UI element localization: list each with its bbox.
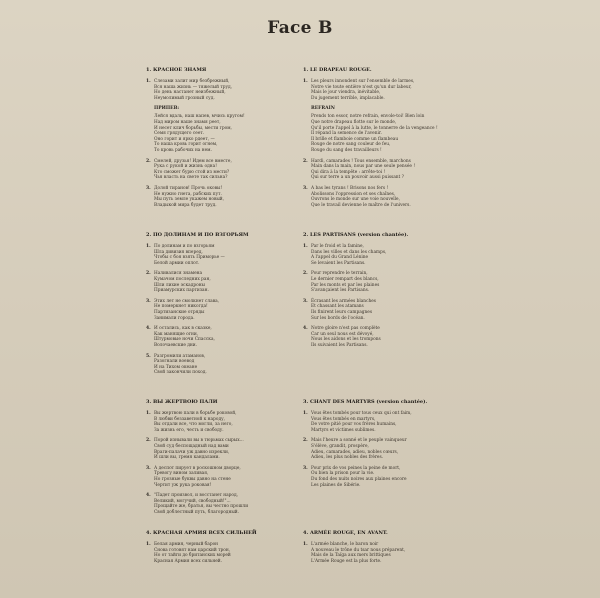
stanza-number: 3. <box>303 298 308 304</box>
lyric-line: Nous les aidons et les trompons <box>311 337 381 343</box>
lyric-line: Порой изнывали вы в тюрьмах сырых... <box>154 438 244 444</box>
stanza <box>146 159 296 181</box>
lyric-line: Ou bien la prison pour la vie. <box>311 471 375 477</box>
lyric-line: Рука с рукой и жизнь одна! <box>154 164 217 170</box>
lyric-line: Pour reprendre le terrain, <box>311 271 368 277</box>
lyric-line: Штурмовые ночи Спасска, <box>154 337 215 343</box>
lyric-line: Прощайте же, братья, вы честно прошли <box>154 504 249 510</box>
lyric-line: Наливалися знамена <box>154 271 203 277</box>
lyric-line: Мы путь земле укажем новый, <box>154 197 225 203</box>
lyric-line: Лейся вдаль, наш напев, мчись кругом! <box>154 114 245 120</box>
lyric-line: И шли вы, гремя кандалами. <box>154 455 220 461</box>
lyric-line: Семя грядущего сеет. <box>154 131 205 137</box>
lyric-line: Приамурских партизан. <box>154 288 209 294</box>
stanza <box>146 271 296 293</box>
song-block <box>303 66 473 208</box>
lyric-line: Dans les villes et dans les champs, <box>311 249 387 255</box>
lyric-line: Белая армия, черный барон <box>154 542 219 547</box>
stanza <box>146 493 296 515</box>
refrain-label: ПРИПЕВ: <box>154 106 180 112</box>
lyric-line: Красная Армия всех сильней. <box>154 558 222 564</box>
stanza-number: 1. <box>146 542 151 547</box>
lyric-line: Rouge du sang des travailleurs ! <box>311 147 382 153</box>
song-title: 4. ARMÉE ROUGE, EN AVANT. <box>303 530 388 536</box>
lyric-line: Ils finirent leurs campagnes <box>311 309 373 315</box>
lyric-line: Оно горит и ярко рдеет, — <box>154 136 215 142</box>
lyric-line: Снова готовят нам царский трон, <box>154 547 231 553</box>
lyric-line: То кровь рабочих на нем. <box>154 147 212 153</box>
stanza-number: 3. <box>303 185 308 191</box>
song-title: 1. LE DRAPEAU ROUGE. <box>303 67 372 73</box>
stanza <box>146 542 296 564</box>
stanza <box>146 411 296 433</box>
stanza <box>303 159 473 181</box>
stanza-number: 2. <box>146 158 151 164</box>
stanza <box>146 79 296 101</box>
stanza <box>303 271 473 293</box>
lyric-line: Les pleurs innondent sur l'ensemble de larmes, <box>311 79 415 84</box>
lyric-line: Владыкой мира будет труд. <box>154 202 217 208</box>
stanza <box>303 411 473 433</box>
lyric-line: Чтобы с боя взять Приморье — <box>154 255 225 261</box>
stanza <box>303 79 473 101</box>
stanza-number: 2. <box>146 271 151 277</box>
lyric-line: Mais le jour viendra, inévitable, <box>311 90 381 96</box>
lyric-line: Занимали города. <box>154 315 195 321</box>
lyric-line: Il brille et flamboie comme un flambeau <box>311 136 399 142</box>
song-title: 2. LES PARTISANS (version chantée). <box>303 232 409 238</box>
lyric-line: L'Armée Rouge est la plus forte. <box>311 558 382 564</box>
lyric-line: Prends ton essor, notre refrain, envole-toi! Bien loin <box>311 114 425 120</box>
stanza <box>146 466 296 488</box>
lyric-line: В любви беззаветной к народу, <box>154 416 225 422</box>
lyric-line: Партизанские отряды <box>154 309 205 315</box>
stanza-number: 3. <box>146 185 151 191</box>
lyric-line: Notre gloire n'est pas complète <box>311 326 380 332</box>
song-title: 1. КРАСНОЕ ЗНАМЯ <box>146 67 207 73</box>
lyric-line: Qui dira à la tempête : arrête-toi ! <box>311 169 386 175</box>
lyric-line: Il répand la semence de l'avenir. <box>311 131 382 137</box>
lyric-line: Vous êtes tombés en martyrs, <box>311 416 376 422</box>
lyric-line: A l'appel du Grand Lénine <box>311 255 369 261</box>
lyric-line: Par le froid et la famine, <box>311 244 364 249</box>
lyric-line: Разгромили атаманов, <box>154 353 206 359</box>
lyric-line: Sur les bords de l'océan. <box>311 315 365 321</box>
stanza <box>146 299 296 321</box>
stanza-number: 3. <box>303 465 308 471</box>
stanza <box>303 244 473 266</box>
stanza <box>303 542 473 564</box>
stanza <box>303 438 473 460</box>
lyric-line: Se levaient les Partisans. <box>311 260 366 266</box>
stanza-number: 1. <box>303 542 308 547</box>
lyric-line: Чертит уж рука роковая! <box>154 482 212 488</box>
lyric-line: Не померкнет никогда! <box>154 304 208 310</box>
stanza <box>146 244 296 266</box>
song-block <box>303 529 473 564</box>
song-block <box>146 66 296 208</box>
lyric-line: Ils suivaient les Partisans. <box>311 342 368 348</box>
lyric-line: И несет клич борьбы, мести гром, <box>154 125 232 131</box>
lyric-line: За жизнь его, честь и свободу. <box>154 427 224 433</box>
stanza-number: 2. <box>303 271 308 277</box>
stanza-number: 1. <box>303 244 308 249</box>
lyric-line: Разогнали воевод <box>154 359 195 365</box>
lyric-line: По долинам и по взгорьям <box>154 244 215 249</box>
lyric-line: А деспот пирует в роскошном дворце, <box>154 465 241 471</box>
lyric-line: И остались, как в сказке, <box>154 326 212 332</box>
lyric-line: Великий, могучий, свободный!"... <box>154 498 231 504</box>
lyric-line: Враги-палачи уж давно изрекли, <box>154 449 230 455</box>
lyric-line: Над миром наше знамя реет, <box>154 119 221 125</box>
stanza-number: 5. <box>146 353 151 359</box>
lyric-line: Par les monts et par les plaines <box>311 282 380 288</box>
stanza-number: 2. <box>303 158 308 164</box>
face-title: Face B <box>267 18 333 38</box>
lyric-line: A bas les tyrans ! Brisons nos fers ! <box>311 185 389 191</box>
lyric-line: И на Тихом океане <box>154 364 198 370</box>
lyric-line: Écrasant les armées blanches <box>311 298 376 304</box>
lyric-line: Notre vie toute entière n'est qu'un dur labeur, <box>311 84 412 90</box>
lyric-line: Qu'il porte l'appel à la lutte, le tonnerre de la vengeance ! <box>311 125 438 131</box>
lyric-line: То наша кровь горит огнем, <box>154 142 218 148</box>
lyric-line: Шли лихие эскадроны <box>154 282 205 288</box>
lyric-line: Смелей, друзья! Идем все вместе, <box>154 158 232 164</box>
stanza <box>303 186 473 208</box>
lyric-line: Тревогу вином заливая, <box>154 471 209 477</box>
lyric-line: Свой закончили поход. <box>154 370 207 376</box>
lyric-line: Adieu, les plus nobles des frères. <box>311 455 384 461</box>
lyric-line: Hardi, camarades ! Tous ensemble, marchons <box>311 158 411 164</box>
lyric-line: Mais l'heure a sonné et le peuple vainqueur <box>311 438 407 444</box>
stanza-number: 1. <box>146 244 151 249</box>
lyric-line: Le dernier rempart des blancs, <box>311 276 379 282</box>
lyric-line: Кумачом последних ран, <box>154 276 211 282</box>
lyric-line: Que le travail devienne le maître de l'univers. <box>311 202 411 208</box>
lyric-line: Вы отдали все, что могли, за него, <box>154 422 233 428</box>
lyric-line: Martyrs et victimes sublimes. <box>311 427 376 433</box>
lyric-line: Свой доблестный путь, благородный. <box>154 509 239 515</box>
lyric-line: Abolissons l'oppression et ses chaînes, <box>311 191 396 197</box>
lyric-line: Vous êtes tombés pour tous ceux qui ont faim, <box>311 411 412 416</box>
song-title: 2. ПО ДОЛИНАМ И ПО ВЗГОРЬЯМ <box>146 232 249 238</box>
song-block <box>303 398 473 488</box>
lyric-line: Волочаевские дни. <box>154 342 198 348</box>
stanza <box>303 114 473 153</box>
lyric-line: Белой армии оплот. <box>154 260 200 266</box>
stanza-number: 1. <box>303 411 308 416</box>
refrain-label: REFRAIN <box>311 106 335 112</box>
lyric-line: Car un seul nous est dévoyé, <box>311 331 374 337</box>
lyric-line: Pour prix de vos peines la peine de mort, <box>311 465 401 471</box>
lyric-line: Вы жертвою пали в борьбе роковой, <box>154 411 237 416</box>
stanza <box>146 186 296 208</box>
lyric-line: Adieu, camarades, adieu, nobles cœurs, <box>311 449 399 455</box>
stanza-number: 2. <box>303 438 308 444</box>
lyric-line: Но день настанет неизбежный, <box>154 90 226 96</box>
lyric-line: Les plaines de Sibérie. <box>311 482 361 488</box>
lyric-line: "Падет произвол, и восстанет народ, <box>154 493 239 499</box>
lyric-line: Main dans la main, nous par une seule pensée ! <box>311 164 416 170</box>
lyric-line: Кто сможет бурю стой из мести? <box>154 169 230 175</box>
stanza-number: 1. <box>146 411 151 416</box>
stanza-number: 1. <box>146 79 151 84</box>
song-title: 3. ВЫ ЖЕРТВОЮ ПАЛИ <box>146 399 218 405</box>
stanza <box>303 466 473 488</box>
stanza <box>303 299 473 321</box>
lyric-line: Слезами залит мир безбрежный, <box>154 79 230 84</box>
lyric-line: Не нужно гнета, рабских пут. <box>154 191 222 197</box>
lyric-line: Mais de la Taïga aux mers brittiques <box>311 553 391 559</box>
stanza-number: 4. <box>146 326 151 332</box>
lyric-line: Чья власть на свете так сильна? <box>154 175 228 181</box>
lyric-line: De votre pitié pour vos frères humains, <box>311 422 397 428</box>
lyric-line: Этих лет не смолкнет слава, <box>154 298 220 304</box>
lyric-line: Неумолимый грозный суд. <box>154 95 215 101</box>
stanza-number: 2. <box>146 438 151 444</box>
stanza <box>146 354 296 376</box>
stanza <box>146 326 296 348</box>
lyric-line: S'élève, grandit, prospère, <box>311 443 369 449</box>
stanza-number: 4. <box>303 326 308 332</box>
lyric-line: Как манящие огни, <box>154 331 199 337</box>
lyric-line: Долой тиранов! Прочь оковы! <box>154 185 223 191</box>
lyric-line: Но грозные буквы давно на стене <box>154 476 231 482</box>
stanza-number: 4. <box>146 493 151 499</box>
stanza-number: 3. <box>146 465 151 471</box>
lyric-line: Ouvrons le monde sur une voie nouvelle, <box>311 197 400 203</box>
lyric-line: Свой суд беспощадный над вами <box>154 443 229 449</box>
song-title: 3. CHANT DES MARTYRS (version chantée). <box>303 399 428 405</box>
lyric-line: Но от тайги до британских морей <box>154 553 231 559</box>
lyric-line: Et chassant les atamans <box>311 304 364 310</box>
lyric-line: Rouge de notre sang couleur de feu, <box>311 142 391 148</box>
song-block <box>303 231 473 349</box>
song-block <box>146 398 296 516</box>
lyric-line: L'armée blanche, le baron noir <box>311 542 379 547</box>
song-block <box>146 231 296 376</box>
lyric-line: Qui sur terre a un pouvoir aussi puissant ? <box>311 175 404 181</box>
lyric-line: A nouveau le trône du tsar nous préparent, <box>311 547 406 553</box>
stanza <box>303 326 473 348</box>
song-block <box>146 529 296 564</box>
lyric-line: Que notre drapeau flotte sur le monde, <box>311 119 397 125</box>
stanza <box>146 438 296 460</box>
stanza-number: 1. <box>303 79 308 84</box>
stanza-number: 3. <box>146 298 151 304</box>
lyric-line: Du fond des nuits noires aux plaines encore <box>311 476 407 482</box>
lyric-line: Вся наша жизнь — тяжелый труд, <box>154 84 233 90</box>
stanza <box>146 114 296 153</box>
lyric-line: Шла дивизия вперед, <box>154 249 203 255</box>
lyric-line: Du jugement terrible, implacable. <box>311 95 385 101</box>
lyric-line: S'avançaient les Partisans. <box>311 288 370 294</box>
song-title: 4. КРАСНАЯ АРМИЯ ВСЕХ СИЛЬНЕЙ <box>146 530 257 536</box>
